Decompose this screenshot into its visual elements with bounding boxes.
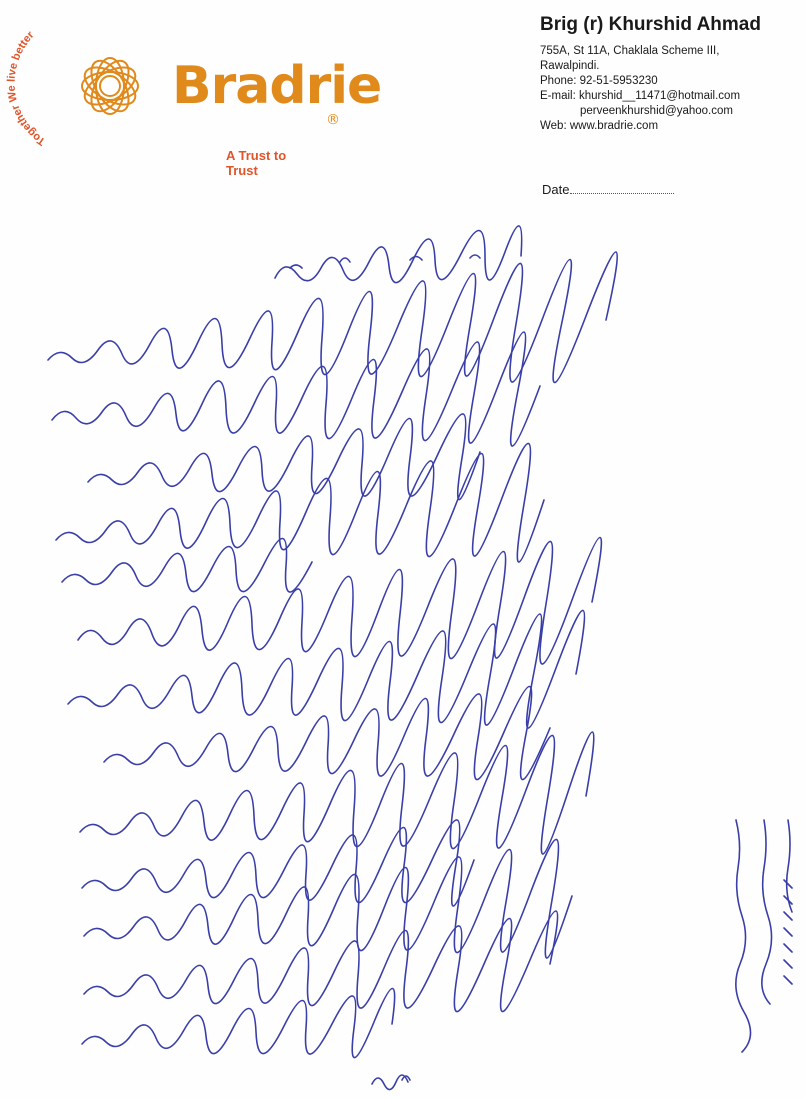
handwritten-line <box>80 732 594 854</box>
registered-mark: ® <box>326 112 340 128</box>
email-line-1: E-mail: khurshid__11471@hotmail.com <box>540 90 741 102</box>
date-label: Date <box>542 182 570 197</box>
handwritten-line <box>82 820 474 906</box>
email-line-2: perveenkhurshid@yahoo.com <box>580 105 733 117</box>
handwritten-line <box>84 839 572 958</box>
handwritten-title <box>275 226 522 283</box>
handwritten-line <box>48 252 617 383</box>
handwritten-line <box>88 414 480 500</box>
handwritten-margin-note <box>736 820 792 1052</box>
handwritten-line <box>56 443 544 562</box>
logo-tagline-text: Together We live better <box>6 29 48 148</box>
handwritten-line <box>84 911 558 1012</box>
phone-line: Phone: 92-51-5953230 <box>540 75 658 87</box>
handwritten-line <box>62 538 312 592</box>
brand-name: Bradrie <box>172 56 382 116</box>
sender-name: Brig (r) Khurshid Ahmad <box>540 14 761 35</box>
web-line: Web: www.bradrie.com <box>540 120 659 132</box>
address-line-2: Rawalpindi. <box>540 60 600 72</box>
brand-slogan: A Trust to Trust <box>226 148 287 178</box>
handwritten-line <box>68 610 584 728</box>
handwritten-date <box>372 1075 410 1090</box>
handwritten-line <box>104 686 550 779</box>
handwritten-line <box>82 988 395 1057</box>
address-line-1: 755A, St 11A, Chaklala Scheme III, <box>540 45 720 57</box>
